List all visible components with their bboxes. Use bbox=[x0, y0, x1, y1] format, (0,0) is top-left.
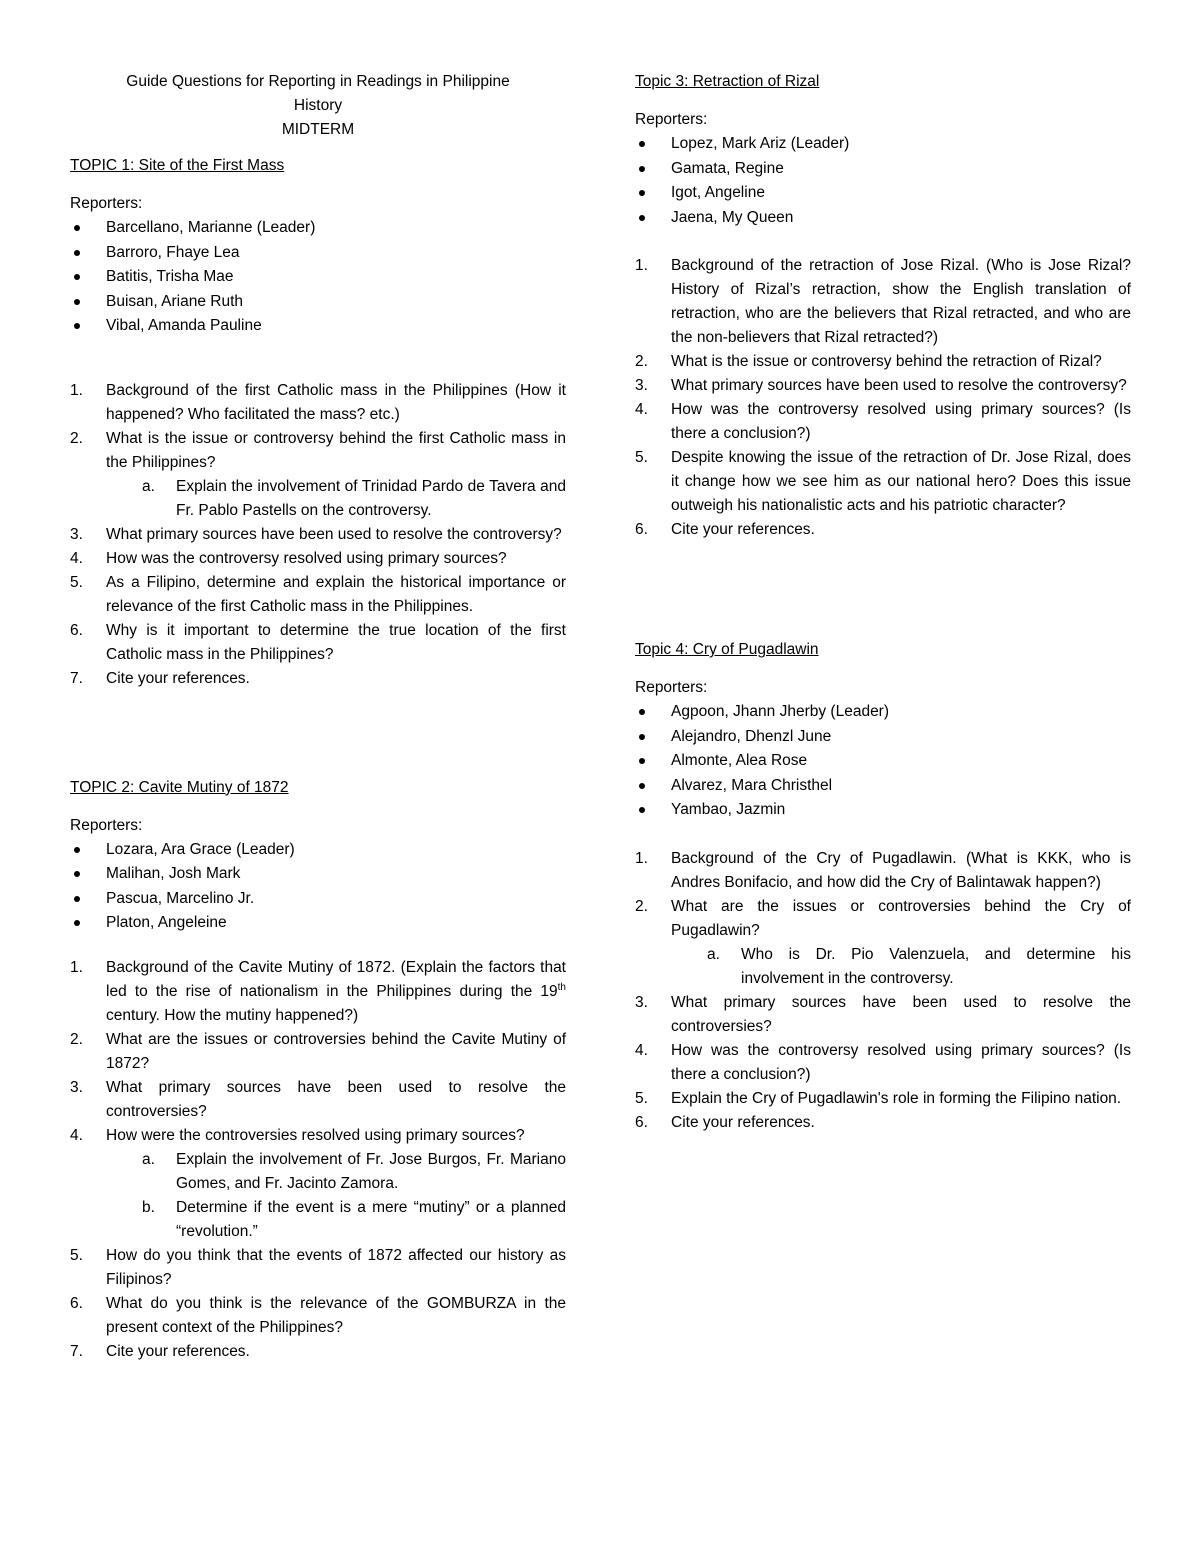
question-item bbox=[70, 379, 566, 427]
question-item bbox=[635, 847, 1131, 895]
question-number: 2. bbox=[70, 1030, 83, 1048]
question-item bbox=[70, 1076, 566, 1124]
question-text: What primary sources have been used to resolve the controversies? bbox=[671, 993, 1131, 1035]
question-item bbox=[70, 523, 566, 547]
question-number: 6. bbox=[635, 1113, 648, 1131]
question-text: Background of the Cavite Mutiny of 1872. (Explain the factors that led to the rise of nationalism in the Philippines during the 19 bbox=[106, 958, 566, 1000]
question-text: What are the issues or controversies behind the Cry of Pugadlawin? bbox=[671, 897, 1131, 939]
left-column bbox=[70, 70, 566, 1364]
reporter-item: Alvarez, Mara Christhel bbox=[635, 774, 1131, 799]
question-text: How was the controversy resolved using primary sources? (Is there a conclusion?) bbox=[671, 1041, 1131, 1083]
reporter-item: Buisan, Ariane Ruth bbox=[70, 290, 566, 315]
sub-question-item bbox=[671, 943, 1131, 991]
topic-2-section bbox=[70, 776, 566, 1364]
topic-3-heading: Topic 3: Retraction of Rizal bbox=[635, 73, 820, 90]
reporter-item: Pascua, Marcelino Jr. bbox=[70, 887, 566, 912]
question-number: 5. bbox=[70, 573, 83, 591]
question-number: 7. bbox=[70, 1342, 83, 1360]
question-number: 4. bbox=[70, 549, 83, 567]
question-item bbox=[70, 1244, 566, 1292]
question-item bbox=[70, 1292, 566, 1340]
sub-questions bbox=[671, 943, 1131, 991]
topic-2-reporters-label: Reporters: bbox=[70, 816, 143, 834]
question-item bbox=[70, 1340, 566, 1364]
question-number: 3. bbox=[635, 993, 648, 1011]
reporter-item: Lozara, Ara Grace (Leader) bbox=[70, 838, 566, 863]
question-text: Explain the Cry of Pugadlawin's role in forming the Filipino nation. bbox=[671, 1089, 1122, 1107]
reporter-item: Yambao, Jazmin bbox=[635, 798, 1131, 823]
question-number: 2. bbox=[635, 897, 648, 915]
question-number: 2. bbox=[70, 429, 83, 447]
question-text: Cite your references. bbox=[671, 521, 815, 538]
question-text-continued: century. How the mutiny happened?) bbox=[106, 1006, 359, 1024]
topic-1-questions bbox=[70, 379, 566, 691]
right-column bbox=[635, 70, 1131, 1135]
question-number: 1. bbox=[635, 849, 648, 867]
question-number: 3. bbox=[70, 525, 83, 543]
question-number: 7. bbox=[70, 669, 83, 687]
document-title bbox=[70, 70, 566, 142]
reporter-item: Almonte, Alea Rose bbox=[635, 749, 1131, 774]
question-number: 5. bbox=[70, 1246, 83, 1264]
question-text: Cite your references. bbox=[106, 1342, 250, 1360]
reporter-item: Platon, Angeleine bbox=[70, 911, 566, 936]
question-item bbox=[635, 1039, 1131, 1087]
sub-question-letter: a. bbox=[142, 477, 155, 495]
topic-3-reporters-label: Reporters: bbox=[635, 111, 708, 128]
reporter-item: Batitis, Trisha Mae bbox=[70, 265, 566, 290]
question-item bbox=[635, 398, 1131, 446]
question-text: What are the issues or controversies behind the Cavite Mutiny of 1872? bbox=[106, 1030, 566, 1072]
topic-1-reporters-label: Reporters: bbox=[70, 195, 143, 212]
question-text: Despite knowing the issue of the retraction of Dr. Jose Rizal, does it change how we see him as our national hero? Does this issue outweigh his nationalistic acts and his patriotic character? bbox=[671, 449, 1131, 514]
topic-4-section bbox=[635, 638, 1131, 1135]
question-item bbox=[70, 571, 566, 619]
question-text: Cite your references. bbox=[671, 1113, 815, 1131]
topic-4-heading: Topic 4: Cry of Pugadlawin bbox=[635, 641, 819, 658]
question-text: Background of the first Catholic mass in the Philippines (How it happened? Who facilitated the mass? etc.) bbox=[106, 381, 566, 423]
question-item bbox=[635, 350, 1131, 374]
superscript: th bbox=[557, 981, 566, 993]
question-text: How was the controversy resolved using primary sources? bbox=[106, 549, 507, 567]
question-number: 6. bbox=[635, 521, 648, 538]
question-item bbox=[70, 547, 566, 571]
question-text: Why is it important to determine the true location of the first Catholic mass in the Philippines? bbox=[106, 621, 566, 663]
question-item bbox=[70, 667, 566, 691]
reporter-item: Jaena, My Queen bbox=[635, 206, 1131, 231]
topic-1-reporters-list bbox=[70, 216, 566, 339]
question-number: 1. bbox=[70, 381, 83, 399]
reporter-item: Alejandro, Dhenzl June bbox=[635, 725, 1131, 750]
question-number: 3. bbox=[70, 1078, 83, 1096]
question-text: What primary sources have been used to resolve the controversies? bbox=[106, 1078, 566, 1120]
question-item bbox=[70, 427, 566, 523]
question-item bbox=[635, 1087, 1131, 1111]
sub-question-item bbox=[106, 1196, 566, 1244]
title-line-3: MIDTERM bbox=[281, 121, 355, 138]
question-number: 5. bbox=[635, 1089, 648, 1107]
topic-3-questions bbox=[635, 254, 1131, 542]
question-item bbox=[70, 956, 566, 1028]
sub-question-item bbox=[106, 475, 566, 523]
sub-question-letter: a. bbox=[142, 1150, 155, 1168]
question-item bbox=[635, 991, 1131, 1039]
question-text: How do you think that the events of 1872 affected our history as Filipinos? bbox=[106, 1246, 566, 1288]
sub-questions bbox=[106, 1148, 566, 1244]
question-number: 6. bbox=[70, 1294, 83, 1312]
question-text: Cite your references. bbox=[106, 669, 250, 687]
reporter-item: Agpoon, Jhann Jherby (Leader) bbox=[635, 700, 1131, 725]
sub-questions bbox=[106, 475, 566, 523]
question-number: 2. bbox=[635, 353, 648, 370]
question-text: Background of the retraction of Jose Rizal. (Who is Jose Rizal? History of Rizal’s retraction, show the English translation of retraction, who are the believers that Rizal retracted, and who are the non-believers that Rizal retracted?) bbox=[671, 257, 1131, 346]
reporter-item: Malihan, Josh Mark bbox=[70, 862, 566, 887]
question-number: 1. bbox=[70, 958, 83, 976]
topic-2-questions bbox=[70, 956, 566, 1364]
topic-3-reporters-list bbox=[635, 132, 1131, 230]
question-number: 4. bbox=[635, 401, 648, 418]
topic-1-heading: TOPIC 1: Site of the First Mass bbox=[70, 157, 285, 174]
question-item bbox=[70, 1124, 566, 1244]
topic-4-reporters-list bbox=[635, 700, 1131, 823]
question-number: 1. bbox=[635, 257, 648, 274]
sub-question-letter: a. bbox=[707, 945, 720, 963]
question-number: 4. bbox=[635, 1041, 648, 1059]
question-item bbox=[635, 446, 1131, 518]
question-text: As a Filipino, determine and explain the historical importance or relevance of the first Catholic mass in the Philippines. bbox=[106, 573, 566, 615]
question-number: 6. bbox=[70, 621, 83, 639]
sub-question-text: Explain the involvement of Fr. Jose Burgos, Fr. Mariano Gomes, and Fr. Jacinto Zamora. bbox=[176, 1150, 566, 1192]
question-text: What is the issue or controversy behind the first Catholic mass in the Philippines? bbox=[106, 429, 566, 471]
question-item bbox=[635, 254, 1131, 350]
question-text: What do you think is the relevance of the GOMBURZA in the present context of the Philippines? bbox=[106, 1294, 566, 1336]
reporter-item: Igot, Angeline bbox=[635, 181, 1131, 206]
reporter-item: Gamata, Regine bbox=[635, 157, 1131, 182]
reporter-item: Vibal, Amanda Pauline bbox=[70, 314, 566, 339]
question-item bbox=[635, 895, 1131, 991]
question-item bbox=[635, 1111, 1131, 1135]
sub-question-letter: b. bbox=[142, 1198, 155, 1216]
topic-4-reporters-label: Reporters: bbox=[635, 679, 708, 696]
topic-4-questions bbox=[635, 847, 1131, 1135]
sub-question-item bbox=[106, 1148, 566, 1196]
topic-1-section bbox=[70, 154, 566, 691]
reporter-item: Barroro, Fhaye Lea bbox=[70, 241, 566, 266]
question-text: What is the issue or controversy behind the retraction of Rizal? bbox=[671, 353, 1102, 370]
sub-question-text: Explain the involvement of Trinidad Pardo de Tavera and Fr. Pablo Pastells on the controversy. bbox=[176, 477, 566, 519]
question-number: 5. bbox=[635, 449, 648, 466]
topic-3-section bbox=[635, 70, 1131, 542]
topic-2-reporters-list bbox=[70, 838, 566, 936]
question-item bbox=[70, 619, 566, 667]
question-item bbox=[635, 518, 1131, 542]
question-number: 3. bbox=[635, 377, 648, 394]
question-text: What primary sources have been used to resolve the controversy? bbox=[671, 377, 1127, 394]
sub-question-text: Determine if the event is a mere “mutiny” or a planned “revolution.” bbox=[176, 1198, 566, 1240]
question-item bbox=[70, 1028, 566, 1076]
question-text: How was the controversy resolved using primary sources? (Is there a conclusion?) bbox=[671, 401, 1131, 442]
sub-question-text: Who is Dr. Pio Valenzuela, and determine his involvement in the controversy. bbox=[741, 945, 1131, 987]
question-item bbox=[635, 374, 1131, 398]
reporter-item: Barcellano, Marianne (Leader) bbox=[70, 216, 566, 241]
question-text: How were the controversies resolved using primary sources? bbox=[106, 1126, 525, 1144]
topic-2-heading: TOPIC 2: Cavite Mutiny of 1872 bbox=[70, 778, 289, 796]
title-line-2: History bbox=[293, 97, 343, 114]
title-line-1: Guide Questions for Reporting in Readings in Philippine bbox=[126, 73, 510, 90]
question-text: What primary sources have been used to resolve the controversy? bbox=[106, 525, 562, 543]
question-text: Background of the Cry of Pugadlawin. (What is KKK, who is Andres Bonifacio, and how did the Cry of Balintawak happen?) bbox=[671, 849, 1131, 891]
question-number: 4. bbox=[70, 1126, 83, 1144]
reporter-item: Lopez, Mark Ariz (Leader) bbox=[635, 132, 1131, 157]
